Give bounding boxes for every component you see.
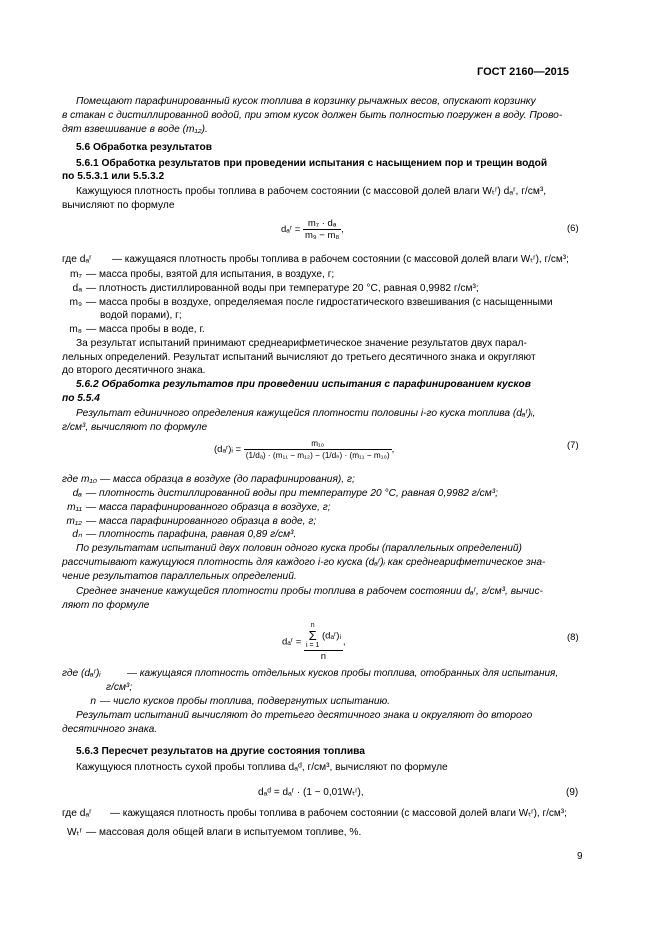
intro-line-1: Помещают парафинированный кусок топлива в корзинку рычажных весов, опускают корзинку <box>76 96 536 107</box>
formula-8-sum <box>306 622 319 650</box>
p562-line-1: Результат единичного определения кажущейся плотности половины i-го куска топлива (dₐʳ)ᵢ, <box>76 408 536 419</box>
section-5-6-2-heading-1: 5.6.2 Обработка результатов при проведении испытания с парафинированием кусков <box>76 379 531 390</box>
where6-sym-4: m₉ <box>69 297 82 308</box>
where9-text-1: — кажущаяся плотность пробы топлива в рабочем состоянии (с массовой долей влаги Wₜʳ), г/см³; <box>110 808 567 819</box>
where7-text-5: — плотность парафина, равная 0,89 г/см³. <box>86 529 297 540</box>
formula-8-sum-lower: i = 1 <box>305 642 320 649</box>
formula-6-fraction <box>303 218 341 241</box>
where8-sym-3: n <box>90 696 96 707</box>
where7-text-2: — плотность дистиллированной воды при температуре 20 °С, равная 0,9982 г/см³; <box>86 488 498 499</box>
formula-8-end: , <box>342 636 346 648</box>
mean-line-1: Среднее значение кажущейся плотности пробы топлива в рабочем состоянии dₐʳ, г/см³, вычис- <box>76 586 543 597</box>
where6-text-5: водой порами), г; <box>100 310 182 321</box>
where7-text-1: — масса образца в воздухе (до парафинирования), г; <box>100 474 355 485</box>
where8-text-1: — кажущаяся плотность отдельных кусков пробы топлива, отобранных для испытания, <box>127 668 559 679</box>
formula-8-fraction <box>304 622 343 662</box>
res2-line-1: Результат испытаний вычисляют до третьего десятичного знака и округляют до второго <box>76 710 533 721</box>
avg1-line-3: до второго десятичного знака. <box>62 365 206 376</box>
where6-text-4: — масса пробы в воздухе, определяемая после гидростатического взвешивания (с насыщенными <box>86 297 553 308</box>
res2-line-2: десятичного знака. <box>62 724 158 735</box>
p561-line-2: вычисляют по формуле <box>62 200 175 211</box>
where7-text-3: — масса парафинированного образца в воздухе, г; <box>86 502 331 513</box>
formula-7-denominator: (1/dₐ) · (m₁₁ − m₁₂) − (1/dₙ) · (m₁₁ − m₁₀) <box>245 451 390 460</box>
formula-8-numerator <box>304 622 343 651</box>
where6-sym-2: m₇ <box>70 269 82 280</box>
formula-8-sum-term: (dₐʳ)ᵢ <box>322 630 341 642</box>
p563-line: Кажущуюся плотность сухой пробы топлива dₐᵈ, г/см³, вычисляют по формуле <box>76 762 448 773</box>
where6-text-6: — масса пробы в воде, г. <box>86 324 205 335</box>
formula-7 <box>214 438 394 461</box>
where8-text-3: — число кусков пробы топлива, подвергнутых испытанию. <box>100 696 391 707</box>
formula-6-denominator: m₉ − m₈ <box>304 230 340 241</box>
intro-line-3: дят взвешивание в воде (m₁₂). <box>62 124 208 135</box>
formula-8-number: (8) <box>567 632 579 643</box>
formula-7-end: , <box>391 444 395 456</box>
where6-sym-1: где dₐʳ <box>62 254 92 265</box>
where7-sym-4: m₁₂ <box>66 516 82 527</box>
where9-text-2: — массовая доля общей влаги в испытуемом топливе, %. <box>86 827 362 838</box>
formula-7-lhs: (dₐʳ)ᵢ = <box>214 444 242 456</box>
avg1-line-1: За результат испытаний принимают среднеарифметическое значение результатов двух парал- <box>76 338 527 349</box>
where7-sym-5: dₙ <box>72 529 82 540</box>
formula-7-number: (7) <box>567 440 579 451</box>
formula-8-denominator: n <box>320 651 327 662</box>
formula-7-fraction <box>244 438 392 461</box>
where6-sym-6: m₈ <box>69 324 82 335</box>
where9-sym-2: Wₜʳ <box>66 827 82 838</box>
avg1-line-2: лельных определений. Результат испытаний вычисляют до третьего десятичного знака и округляют <box>62 352 536 363</box>
formula-6-numerator: m₇ · dₐ <box>303 218 341 230</box>
where8-sym-1: где (dₐʳ)ᵢ <box>62 668 101 679</box>
formula-8 <box>282 622 346 662</box>
formula-9: dₐᵈ = dₐʳ · (1 − 0,01Wₜʳ), <box>258 787 364 798</box>
formula-7-numerator: m₁₀ <box>244 438 392 450</box>
where6-text-2: — масса пробы, взятой для испытания, в воздухе, г; <box>86 269 335 280</box>
formula-6 <box>281 218 344 241</box>
p561-line-1: Кажущуюся плотность пробы топлива в рабочем состоянии (с массовой долей влаги Wₜʳ) dₐʳ, г/см³, <box>76 186 547 197</box>
formula-9-number: (9) <box>566 787 579 798</box>
halves-line-1: По результатам испытаний двух половин одного куска пробы (параллельных определений) <box>76 543 522 554</box>
formula-8-lhs: dₐʳ = <box>282 636 302 648</box>
mean-line-2: ляют по формуле <box>62 600 150 611</box>
page-number: 9 <box>577 851 583 862</box>
formula-6-lhs: dₐʳ = <box>281 224 301 236</box>
halves-line-2: рассчитывают кажущуюся плотность для каждого i-го куска (dₐʳ)ᵢ как среднеарифметическое зна- <box>62 557 546 568</box>
halves-line-3: чение результатов параллельных определений. <box>62 571 297 582</box>
section-5-6-2-heading-2: по 5.5.4 <box>62 393 100 404</box>
where8-text-2: г/см³; <box>106 682 133 693</box>
formula-6-number: (6) <box>567 223 579 234</box>
summation-icon: Σ <box>308 628 317 643</box>
where7-text-4: — масса парафинированного образца в воде, г; <box>86 516 317 527</box>
section-5-6-1-heading-2: по 5.5.3.1 или 5.5.3.2 <box>62 171 165 182</box>
p562-line-2: г/см³, вычисляют по формуле <box>62 422 208 433</box>
formula-6-end: , <box>341 224 344 236</box>
where7-sym-2: dₐ <box>72 488 82 499</box>
section-5-6-heading: 5.6 Обработка результатов <box>76 142 213 153</box>
intro-line-2: в стакан с дистиллированной водой, при этом кусок должен быть полностью погружен в воду. Прово- <box>62 110 563 121</box>
document-code: ГОСТ 2160—2015 <box>477 66 570 78</box>
where6-text-1: — кажущаяся плотность пробы топлива в рабочем состоянии (с массовой долей влаги Wₜʳ), г/см³; <box>112 254 569 265</box>
where6-sym-3: dₐ <box>72 283 82 294</box>
where7-sym-3: m₁₁ <box>67 502 82 513</box>
where7-sym-1: где m₁₀ <box>62 474 98 485</box>
formula-8-sum-upper: n <box>310 622 315 629</box>
where6-text-3: — плотность дистиллированной воды при температуре 20 °С, равная 0,9982 г/см³; <box>86 283 479 294</box>
where9-sym-1: где dₐʳ <box>62 808 92 819</box>
section-5-6-1-heading-1: 5.6.1 Обработка результатов при проведении испытания с насыщением пор и трещин водой <box>76 158 548 169</box>
section-5-6-3-heading: 5.6.3 Пересчет результатов на другие состояния топлива <box>76 746 365 757</box>
